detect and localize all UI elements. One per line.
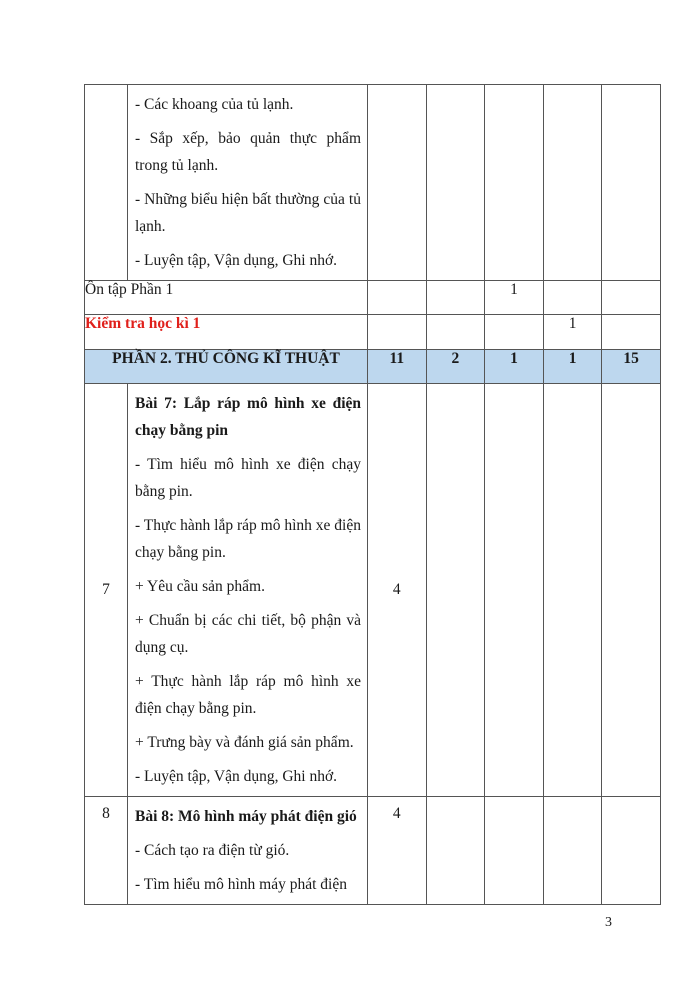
content-line: + Chuẩn bị các chi tiết, bộ phận và dụng cụ. [135, 612, 361, 656]
table-row-continuation [85, 85, 661, 281]
value-cell [426, 85, 485, 281]
content-line: + Thực hành lắp ráp mô hình xe điện chạy bằng pin. [135, 673, 361, 717]
value-cell [485, 85, 544, 281]
content-line: - Thực hành lắp ráp mô hình xe điện chạy bằng pin. [135, 517, 361, 561]
value-cell [368, 281, 427, 315]
part-total-cell: 2 [426, 350, 485, 384]
value-cell [485, 384, 544, 797]
value-cell [543, 797, 602, 905]
table-row-exam [85, 315, 661, 350]
value-cell [602, 281, 661, 315]
value-cell: 4 [368, 797, 427, 905]
value-cell [602, 797, 661, 905]
value-cell: 1 [543, 315, 602, 350]
value-cell: 4 [368, 384, 427, 797]
lesson-number-cell: 8 [85, 797, 128, 905]
value-cell [426, 384, 485, 797]
lesson-content-cell [128, 797, 368, 905]
value-cell [602, 85, 661, 281]
value-cell [543, 85, 602, 281]
value-cell [543, 281, 602, 315]
content-line: - Luyện tập, Vận dụng, Ghi nhớ. [135, 252, 338, 269]
lesson-plan-table [84, 84, 661, 905]
table-row-review [85, 281, 661, 315]
content-line: - Những biểu hiện bất thường của tủ lạnh. [135, 191, 361, 235]
part-total-cell: 11 [368, 350, 427, 384]
value-cell [602, 384, 661, 797]
review-label: Ôn tập Phần 1 [85, 281, 368, 315]
content-line: - Sắp xếp, bảo quản thực phẩm trong tủ lạnh. [135, 130, 361, 174]
lesson-content-cell [128, 384, 368, 797]
content-line: - Tìm hiểu mô hình xe điện chạy bằng pin. [135, 456, 361, 500]
content-line: + Yêu cầu sản phẩm. [135, 578, 265, 595]
table-row-lesson-7 [85, 384, 661, 797]
lesson-title: Bài 7: Lắp ráp mô hình xe điện chạy bằng pin [135, 395, 361, 439]
value-cell [426, 315, 485, 350]
exam-label: Kiểm tra học kì 1 [85, 315, 368, 350]
part-total-cell: 1 [543, 350, 602, 384]
value-cell [426, 281, 485, 315]
value-cell [368, 85, 427, 281]
lesson-number-cell: 7 [85, 384, 128, 797]
lesson-content-cell [128, 85, 368, 281]
lesson-title: Bài 8: Mô hình máy phát điện gió [135, 808, 357, 825]
content-line: - Tìm hiểu mô hình máy phát điện [135, 876, 347, 893]
content-line: - Luyện tập, Vận dụng, Ghi nhớ. [135, 768, 338, 785]
part-total-cell: 15 [602, 350, 661, 384]
content-line: + Trưng bày và đánh giá sản phẩm. [135, 734, 354, 751]
content-line: - Cách tạo ra điện từ gió. [135, 842, 290, 859]
content-line: - Các khoang của tủ lạnh. [135, 96, 294, 113]
value-cell [426, 797, 485, 905]
value-cell: 1 [485, 281, 544, 315]
value-cell [602, 315, 661, 350]
part-heading: PHẦN 2. THỦ CÔNG KĨ THUẬT [85, 350, 368, 384]
value-cell [543, 384, 602, 797]
value-cell [368, 315, 427, 350]
table-row-part-heading [85, 350, 661, 384]
page-number: 3 [605, 915, 612, 930]
part-total-cell: 1 [485, 350, 544, 384]
table-row-lesson-8 [85, 797, 661, 905]
lesson-number-cell [85, 85, 128, 281]
value-cell [485, 315, 544, 350]
value-cell [485, 797, 544, 905]
